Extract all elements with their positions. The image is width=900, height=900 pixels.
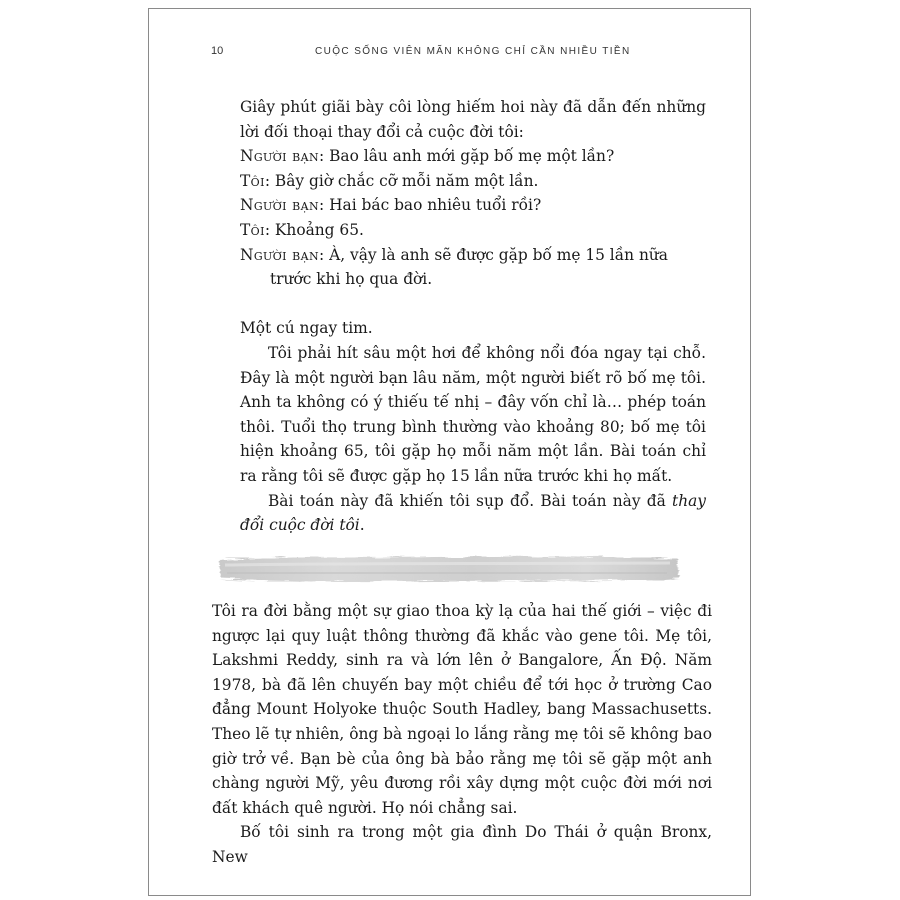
book-page bbox=[148, 8, 751, 896]
intro-paragraph: Giây phút giãi bày côi lòng hiếm hoi này đã dẫn đến những lời đối thoại thay đổi cả cuộc đời tôi: bbox=[240, 98, 706, 141]
paragraph: Tôi ra đời bằng một sự giao thoa kỳ lạ của hai thế giới – việc đi ngược lại quy luật thông thường đã khắc vào gene tôi. Mẹ tôi, Lakshmi Reddy, sinh ra và lớn lên ở Bangalore, Ấn Độ. Năm 1978, bà đã lên chuyến bay một chiều để tới học ở trường Cao đẳng Mount Holyoke thuộc South Hadley, bang Massachusetts. Theo lẽ tự nhiên, ông bà ngoại lo lắng rằng mẹ tôi sẽ không bao giờ trở về. Bạn bè của ông bà bảo rằng mẹ tôi sẽ gặp một anh chàng người Mỹ, yêu đương rồi xây dựng một cuộc đời mới nơi đất khách quê người. Họ nói chẳng sai. bbox=[212, 602, 712, 817]
paragraph bbox=[240, 489, 706, 538]
dialogue-line: Tôi: Bây giờ chắc cỡ mỗi năm một lần. bbox=[240, 171, 539, 190]
speaker-label: Tôi bbox=[240, 171, 265, 190]
page-number: 10 bbox=[211, 45, 224, 57]
dialogue-text: Hai bác bao nhiêu tuổi rồi? bbox=[329, 196, 542, 215]
speaker-label: Người bạn bbox=[240, 245, 320, 264]
dialogue-text: Bây giờ chắc cỡ mỗi năm một lần. bbox=[274, 171, 539, 190]
dialogue-line: Tôi: Khoảng 65. bbox=[240, 220, 364, 239]
dialogue-line: Người bạn: À, vậy là anh sẽ được gặp bố mẹ 15 lần nữa trước khi họ qua đời. bbox=[240, 245, 668, 289]
speaker-label: Người bạn bbox=[240, 147, 320, 166]
paragraph: Tôi phải hít sâu một hơi để không nổi đóa ngay tại chỗ. Đây là một người bạn lâu năm, một người biết rõ bố mẹ tôi. Anh ta không có ý thiếu tế nhị – đây vốn chỉ là… phép toán thôi. Tuổi thọ trung bình thường vào khoảng 80; bố mẹ tôi hiện khoảng 65, tôi gặp họ mỗi năm một lần. Bài toán chỉ ra rằng tôi sẽ được gặp họ 15 lần nữa trước khi họ mất. bbox=[240, 343, 706, 485]
brush-stroke-divider bbox=[215, 551, 683, 587]
speaker-label: Tôi bbox=[240, 220, 265, 239]
emphasis-text: thay đổi cuộc đời tôi bbox=[240, 491, 706, 535]
running-title: CUỘC SỐNG VIÊN MÃN KHÔNG CHỈ CẦN NHIỀU TIỀN bbox=[315, 46, 631, 57]
dialogue-line: Người bạn: Bao lâu anh mới gặp bố mẹ một lần? bbox=[240, 147, 615, 166]
paragraph-text: Bài toán này đã khiến tôi sụp đổ. Bài toán này đã bbox=[268, 491, 673, 510]
dialogue-text: Bao lâu anh mới gặp bố mẹ một lần? bbox=[329, 147, 615, 166]
paragraph-text: . bbox=[359, 516, 365, 535]
dialogue-text: À, vậy là anh sẽ được gặp bố mẹ 15 lần nữa trước khi họ qua đời. bbox=[270, 245, 668, 289]
paragraph-gap bbox=[240, 292, 706, 317]
paragraph: Bố tôi sinh ra trong một gia đình Do Thái ở quận Bronx, New bbox=[212, 823, 712, 866]
section-two bbox=[212, 599, 712, 870]
dialogue-line: Người bạn: Hai bác bao nhiêu tuổi rồi? bbox=[240, 196, 542, 215]
dialogue bbox=[240, 144, 706, 292]
dialogue-text: Khoảng 65. bbox=[274, 220, 364, 239]
speaker-label: Người bạn bbox=[240, 196, 320, 215]
section-one bbox=[240, 95, 706, 538]
paragraph: Một cú ngay tim. bbox=[240, 319, 373, 338]
